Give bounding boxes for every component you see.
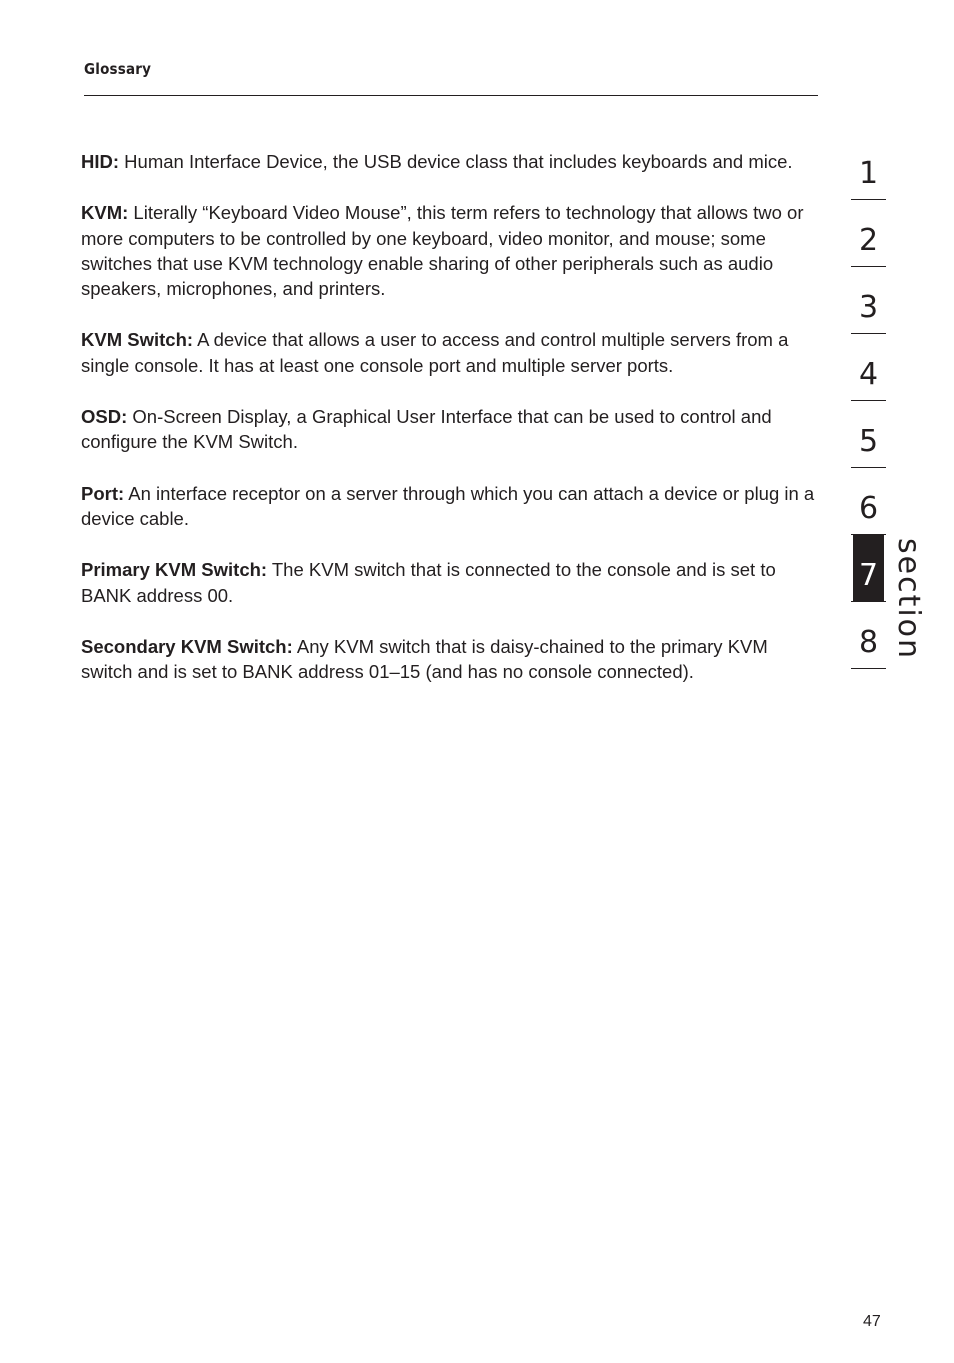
section-nav-item-5[interactable] [851, 401, 886, 468]
glossary-entry-secondary-kvm-switch [81, 634, 821, 685]
section-nav-item-1[interactable] [851, 133, 886, 200]
section-nav [851, 133, 886, 669]
glossary-term: KVM: [81, 202, 129, 224]
glossary-list [81, 149, 821, 710]
glossary-definition: Any KVM switch that is daisy-chained to the primary KVM switch and is set to BANK address 01–15 (and has no console connected). [81, 635, 768, 683]
section-number: 6 [858, 491, 879, 526]
glossary-definition: Human Interface Device, the USB device class that includes keyboards and mice. [119, 151, 793, 172]
page-number: 47 [863, 1313, 881, 1330]
section-number: 2 [858, 223, 879, 258]
section-number: 8 [858, 625, 879, 660]
section-nav-item-7-active[interactable] [851, 535, 886, 602]
page-title: Glossary [84, 60, 152, 78]
glossary-term: HID: [81, 151, 120, 172]
section-nav-item-6[interactable] [851, 468, 886, 535]
glossary-term: OSD: [81, 406, 128, 428]
glossary-definition: On-Screen Display, a Graphical User Interface that can be used to control and configure the KVM Switch. [81, 406, 772, 453]
section-nav-item-4[interactable] [851, 334, 886, 401]
glossary-term: Port: [81, 482, 125, 504]
section-nav-item-3[interactable] [851, 267, 886, 334]
glossary-definition: An interface receptor on a server through which you can attach a device or plug in a device cable. [81, 482, 815, 529]
glossary-definition: Literally “Keyboard Video Mouse”, this term refers to technology that allows two or more computers to be controlled by one keyboard, video monitor, and mouse; some switches that use KVM technology enable sharing of other peripherals such as audio speakers, microphones, and printers. [81, 202, 804, 300]
header-divider [84, 95, 818, 96]
glossary-entry-osd [81, 404, 821, 455]
glossary-entry-hid [81, 149, 821, 174]
glossary-entry-port [81, 481, 821, 532]
section-nav-item-8[interactable] [851, 602, 886, 669]
glossary-term: KVM Switch: [81, 329, 194, 351]
section-nav-item-2[interactable] [851, 200, 886, 267]
section-number: 1 [858, 156, 879, 191]
section-label: section [891, 538, 926, 661]
section-number: 5 [858, 424, 879, 459]
glossary-entry-primary-kvm-switch [81, 557, 821, 608]
glossary-term: Primary KVM Switch: [81, 559, 268, 581]
section-number: 3 [858, 290, 879, 325]
glossary-definition: A device that allows a user to access and control multiple servers from a single console. It has at least one console port and multiple server ports. [81, 329, 789, 376]
glossary-term: Secondary KVM Switch: [81, 635, 293, 657]
section-number: 4 [858, 357, 879, 392]
glossary-definition: The KVM switch that is connected to the console and is set to BANK address 00. [81, 559, 776, 606]
glossary-entry-kvm [81, 200, 821, 301]
section-number: 7 [858, 558, 879, 593]
glossary-entry-kvm-switch [81, 327, 821, 378]
